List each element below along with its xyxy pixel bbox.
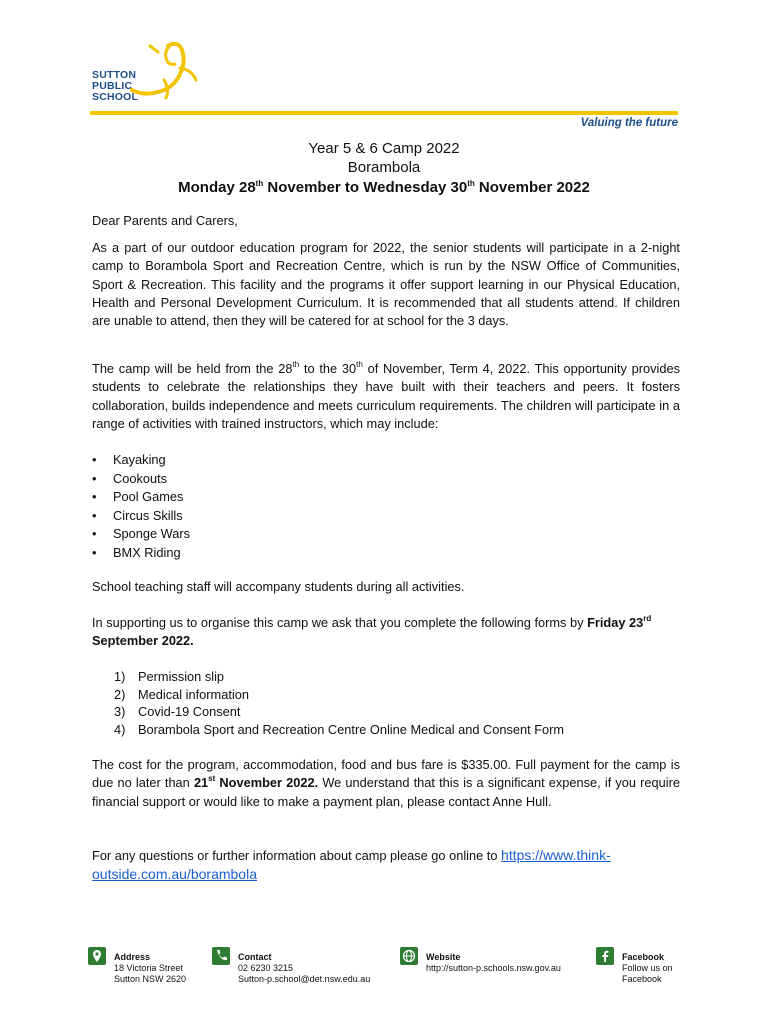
- staff-note: School teaching staff will accompany students during all activities.: [92, 579, 465, 594]
- cost-deadline-a: 21: [193, 775, 209, 791]
- title-dates-b: November to Wednesday 30: [263, 179, 468, 196]
- list-item: [92, 721, 564, 739]
- list-label: Permission slip: [138, 669, 225, 684]
- header-divider: [90, 111, 678, 115]
- contact-phone: 02 6230 3215: [238, 963, 294, 973]
- list-item: • Circus Skills: [92, 507, 190, 526]
- list-item: • Pool Games: [92, 488, 190, 507]
- globe-icon: [400, 947, 418, 965]
- activities-list: [92, 451, 190, 562]
- school-name-line3: SCHOOL: [92, 91, 139, 103]
- camp-sup2: th: [356, 360, 363, 369]
- list-number: 1): [114, 669, 126, 684]
- title-dates: [90, 178, 678, 197]
- title-line1: Year 5 & 6 Camp 2022: [308, 140, 460, 157]
- footer: [0, 947, 770, 1007]
- list-item: • BMX Riding: [92, 544, 190, 563]
- list-item: • Kayaking: [92, 451, 190, 470]
- facebook-line1: Follow us on: [622, 963, 673, 973]
- title-dates-a: Monday 28: [178, 179, 256, 196]
- contact-label: Contact: [238, 952, 272, 962]
- camp-text-c: of November, Term 4, 2022. This opportunity provides students to celebrate the relationships they have built with their teachers and peers. It fosters collaboration, builds independence and meets curriculum requirements. The children will participate in a range of activities with trained instructors, which may include:: [92, 361, 680, 431]
- website-label: Website: [426, 952, 461, 962]
- list-label: Medical information: [138, 686, 249, 702]
- title-sup2: th: [467, 179, 475, 188]
- school-name-line1: SUTTON: [92, 69, 137, 81]
- address-label: Address: [114, 952, 151, 962]
- forms-intro: [92, 614, 680, 651]
- list-label: Covid-19 Consent: [138, 704, 241, 719]
- list-label: Borambola Sport and Recreation Centre Online Medical and Consent Form: [138, 721, 565, 737]
- cost-deadline-b: November 2022.: [215, 775, 319, 791]
- questions-paragraph: [92, 846, 680, 885]
- list-number: 3): [114, 704, 126, 719]
- title-sup1: th: [255, 179, 264, 188]
- cost-text-d: We understand that this is a significant expense, if you require financial support or would like to make a payment plan, please contact Anne Hull.: [92, 775, 680, 809]
- greeting: Dear Parents and Carers,: [92, 213, 238, 228]
- list-number: 2): [114, 686, 126, 702]
- facebook-line2: Facebook: [622, 974, 662, 984]
- camp-text-b: to the 30: [299, 361, 357, 376]
- list-item: • Sponge Wars: [92, 525, 190, 544]
- title-line2: Borambola: [347, 159, 421, 176]
- forms-list: [92, 668, 564, 738]
- forms-intro-a: In supporting us to organise this camp we ask that you complete the following forms by: [92, 615, 588, 630]
- school-logo: [90, 40, 210, 112]
- list-item: • Cookouts: [92, 470, 190, 489]
- contact-email[interactable]: Sutton-p.school@det.nsw.edu.au: [238, 974, 371, 984]
- cost-paragraph: [92, 756, 680, 811]
- school-name-line2: PUBLIC: [92, 80, 133, 92]
- school-name: [92, 70, 138, 103]
- cost-text-a: The cost for the program, accommodation, food and bus fare is $335.00. Full payment for the camp is due no later than: [92, 757, 680, 791]
- title-dates-c: November 2022: [474, 179, 590, 196]
- intro-paragraph: As a part of our outdoor education program for 2022, the senior students will participate in a 2-night camp to Borambola Sport and Recreation Centre, which is run by the NSW Office of Communities, Sport & Recreation. This facility and the programs it offer support learning in our Physical Education, Health and Personal Development Curriculum. It is recommended that all students attend. If children are unable to attend, then they will be catered for at school for the 3 days.: [92, 240, 680, 329]
- cost-deadline-sup: st: [208, 774, 216, 784]
- tagline: Valuing the future: [580, 117, 678, 129]
- list-item: [92, 703, 564, 721]
- phone-icon: [212, 947, 230, 965]
- address-line2: Sutton NSW 2620: [114, 974, 187, 984]
- list-item: [92, 686, 564, 704]
- website-url[interactable]: http://sutton-p.schools.nsw.gov.au: [426, 963, 561, 973]
- questions-text: For any questions or further information about camp please go online to: [92, 848, 502, 863]
- forms-deadline-b: September 2022.: [92, 633, 194, 649]
- forms-deadline-a: Friday 23: [587, 615, 644, 630]
- camp-paragraph: [92, 360, 680, 433]
- borambola-link[interactable]: https://www.think-outside.com.au/borambola: [92, 847, 611, 883]
- facebook-label: Facebook: [622, 952, 665, 962]
- camp-sup1: th: [292, 360, 300, 369]
- forms-deadline-sup: rd: [643, 614, 652, 623]
- location-pin-icon: [88, 947, 106, 965]
- list-number: 4): [114, 721, 126, 737]
- camp-text-a: The camp will be held from the 28: [92, 361, 293, 376]
- facebook-icon: [596, 947, 614, 965]
- address-line1: 18 Victoria Street: [114, 963, 183, 973]
- list-item: [92, 668, 564, 686]
